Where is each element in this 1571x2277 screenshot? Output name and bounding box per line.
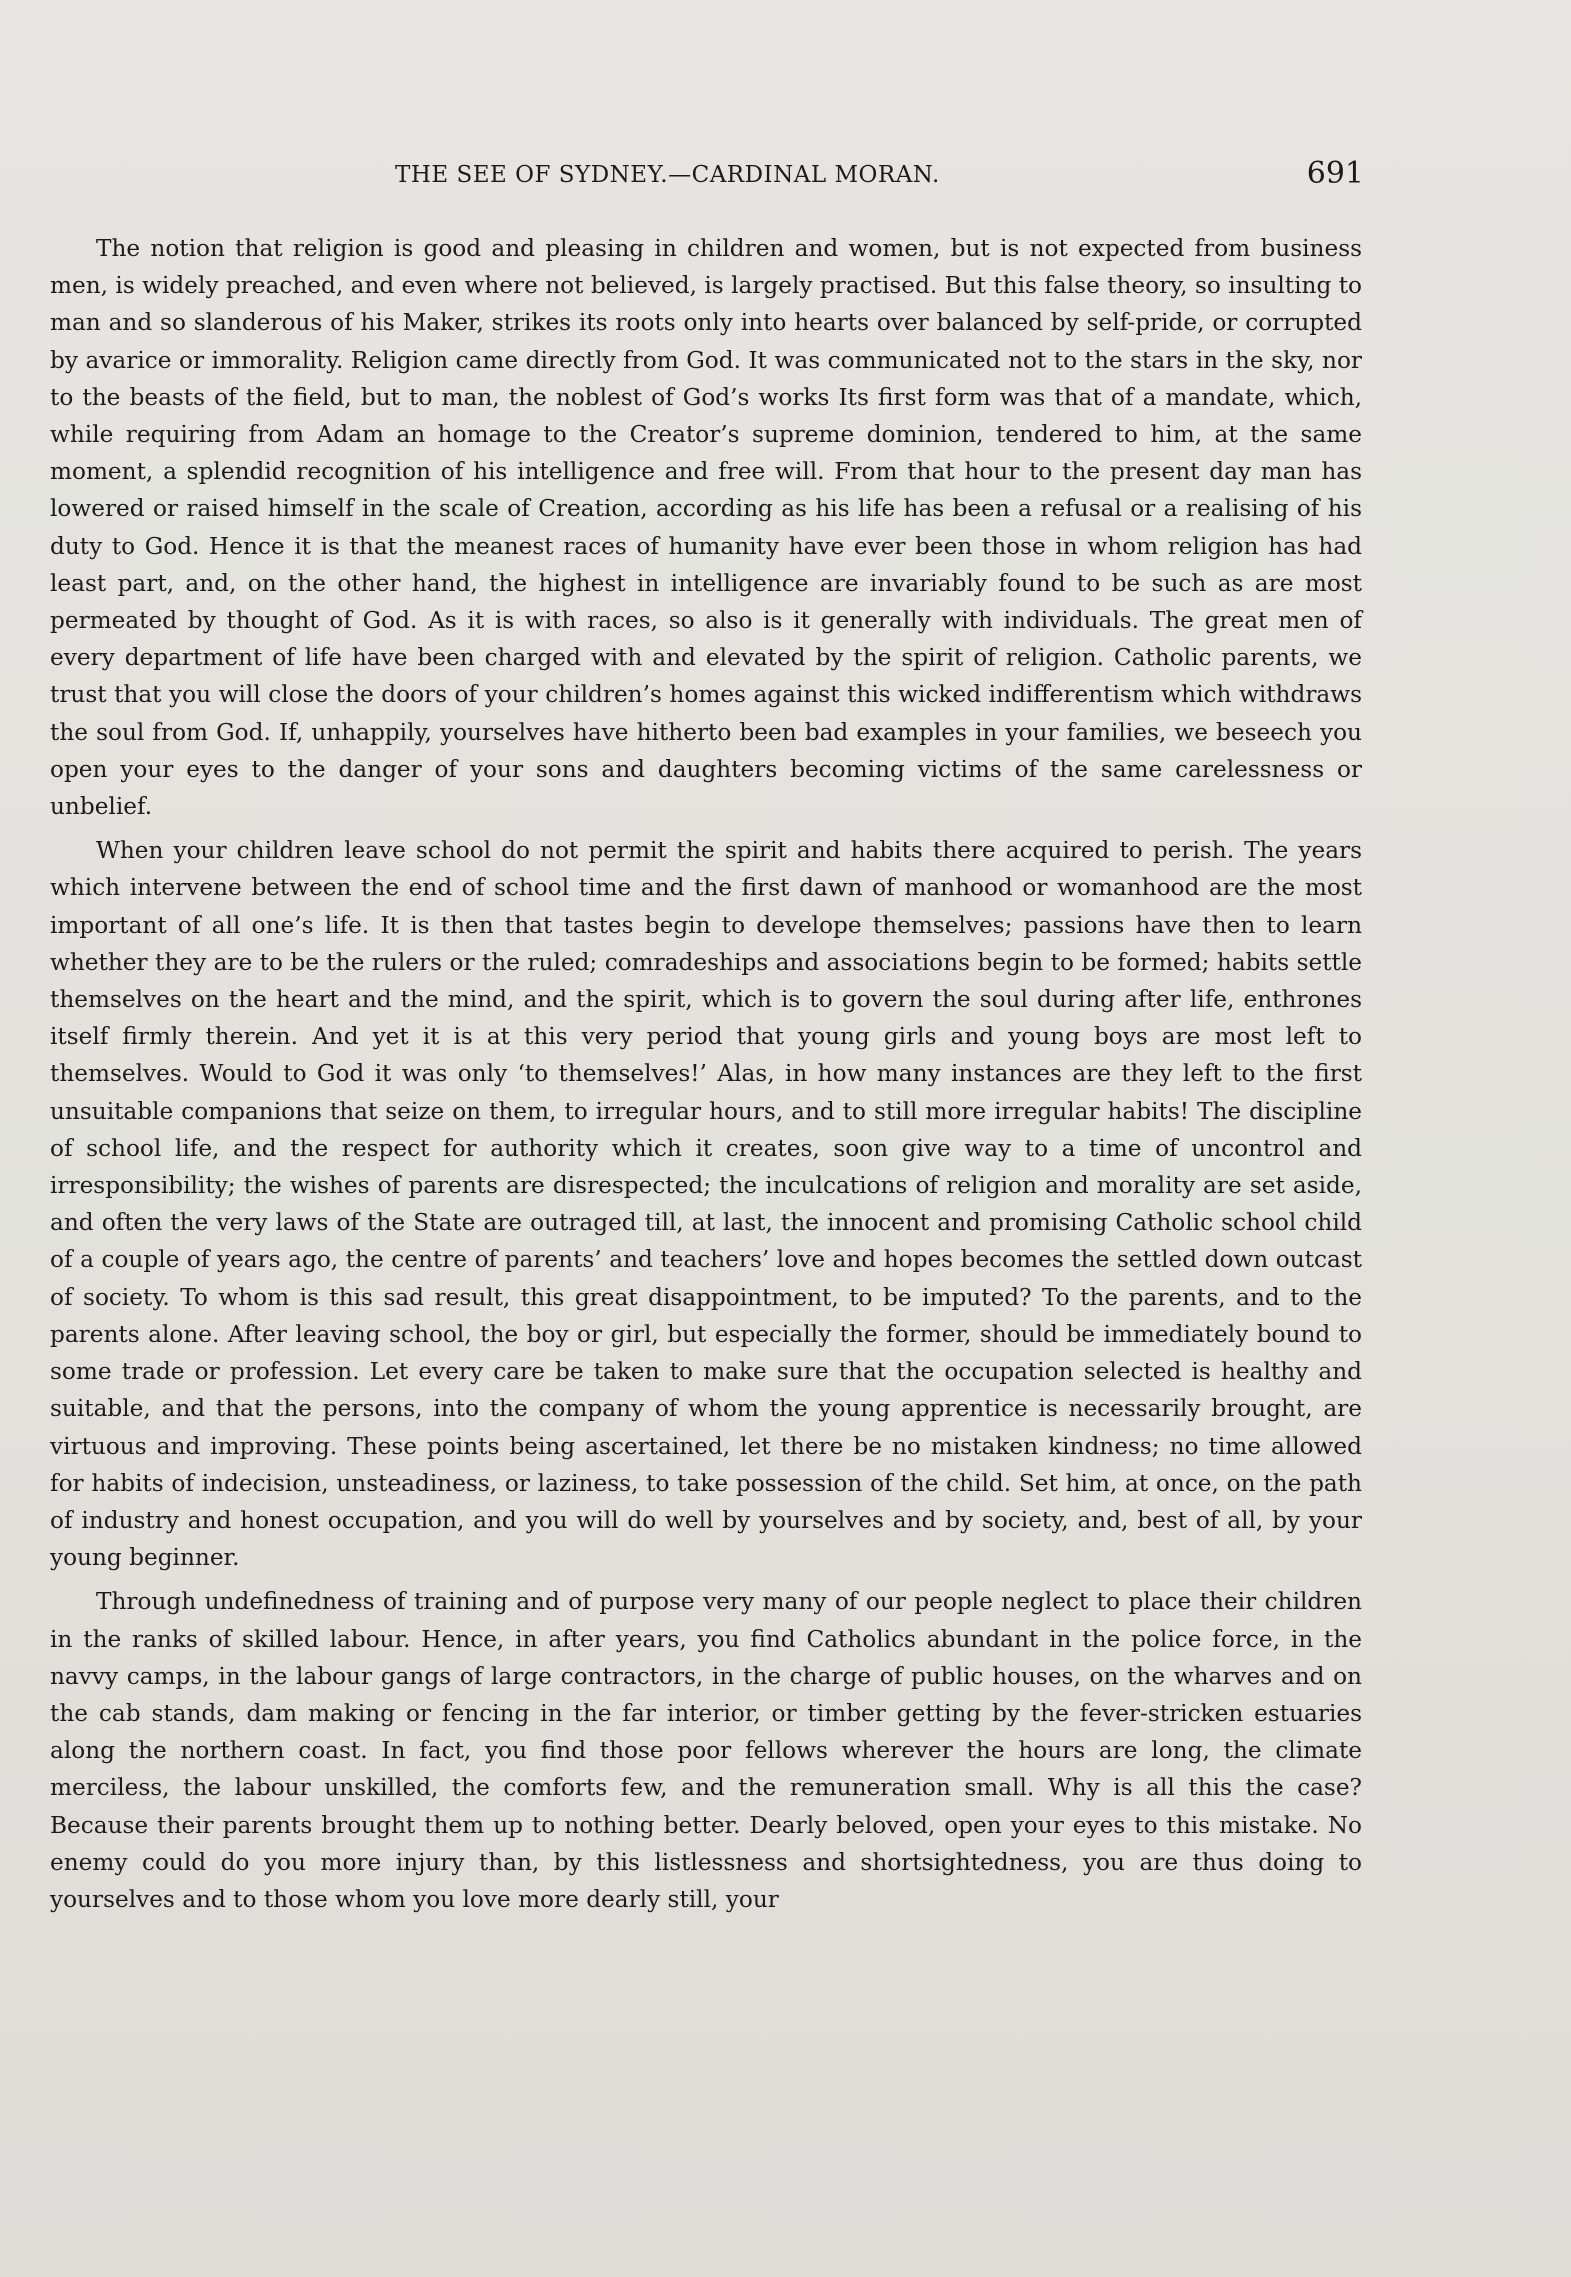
page-number: 691 (1306, 156, 1364, 191)
paragraph-skilled-labour: Through undefinedness of training and of purpose very many of our people neglect to place their children in the ranks of skilled labour. Hence, in after years, you find Catholics abundant in the police force, in the navvy camps, in the labour gangs of large contractors, in the charge of public houses, on the wharves and on the cab stands, dam making or fencing in the far interior, or timber getting by the fever-stricken estuaries along the northern coast. In fact, you find those poor fellows wherever the hours are long, the climate merciless, the labour unskilled, the comforts few, and the remuneration small. Why is all this the case? Because their parents brought them up to nothing better. Dearly beloved, open your eyes to this mistake. No enemy could do you more injury than, by this listlessness and shortsightedness, you are thus doing to yourselves and to those whom you love more dearly still, your (50, 1588, 1362, 1913)
running-head: THE SEE OF SYDNEY.—CARDINAL MORAN. (395, 162, 940, 188)
paragraph-leaving-school: When your children leave school do not permit the spirit and habits there acquired to perish. The years which intervene between the end of school time and the first dawn of manhood or womanhood are the most important of all one’s life. It is then that tastes begin to develope themselves; passions have then to learn whether they are to be the rulers or the ruled; comradeships and associations begin to be formed; habits settle themselves on the heart and the mind, and the spirit, which is to govern the soul during after life, enthrones itself firmly therein. And yet it is at this very period that young girls and young boys are most left to themselves. Would to God it was only ‘to themselves!’ Alas, in how many instances are they left to the first unsuitable companions that seize on them, to irregular hours, and to still more irregular habits! The discipline of school life, and the respect for authority which it creates, soon give way to a time of uncontrol and irresponsibility; the wishes of parents are disrespected; the inculcations of religion and morality are set aside, and often the very laws of the State are outraged till, at last, the innocent and promising Catholic school child of a couple of years ago, the centre of parents’ and teachers’ love and hopes becomes the settled down outcast of society. To whom is this sad result, this great disappointment, to be imputed? To the parents, and to the parents alone. After leaving school, the boy or girl, but especially the former, should be immediately bound to some trade or profession. Let every care be taken to make sure that the occupation selected is healthy and suitable, and that the persons, into the company of whom the young apprentice is necessarily brought, are virtuous and improving. These points being ascertained, let there be no mistaken kindness; no time allowed for habits of indecision, unsteadiness, or laziness, to take possession of the child. Set him, at once, on the path of industry and honest occupation, and you will do well by yourselves and by society, and, best of all, by your young beginner. (50, 837, 1362, 1572)
body-text (50, 230, 1362, 1925)
paragraph-religion: The notion that religion is good and pleasing in children and women, but is not expected from business men, is widely preached, and even where not believed, is largely practised. But this false theory, so insulting to man and so slanderous of his Maker, strikes its roots only into hearts over balanced by self-pride, or corrupted by avarice or immorality. Religion came directly from God. It was communicated not to the stars in the sky, nor to the beasts of the field, but to man, the noblest of God’s works Its first form was that of a mandate, which, while requiring from Adam an homage to the Creator’s supreme dominion, tendered to him, at the same moment, a splendid recognition of his intelligence and free will. From that hour to the present day man has lowered or raised himself in the scale of Creation, according as his life has been a refusal or a realising of his duty to God. Hence it is that the meanest races of humanity have ever been those in whom religion has had least part, and, on the other hand, the highest in intelligence are invariably found to be such as are most permeated by thought of God. As it is with races, so also is it generally with individuals. The great men of every department of life have been charged with and elevated by the spirit of religion. Catholic parents, we trust that you will close the doors of your children’s homes against this wicked indifferentism which withdraws the soul from God. If, unhappily, yourselves have hitherto been bad examples in your families, we beseech you open your eyes to the danger of your sons and daughters becoming victims of the same carelessness or unbelief. (50, 235, 1362, 821)
